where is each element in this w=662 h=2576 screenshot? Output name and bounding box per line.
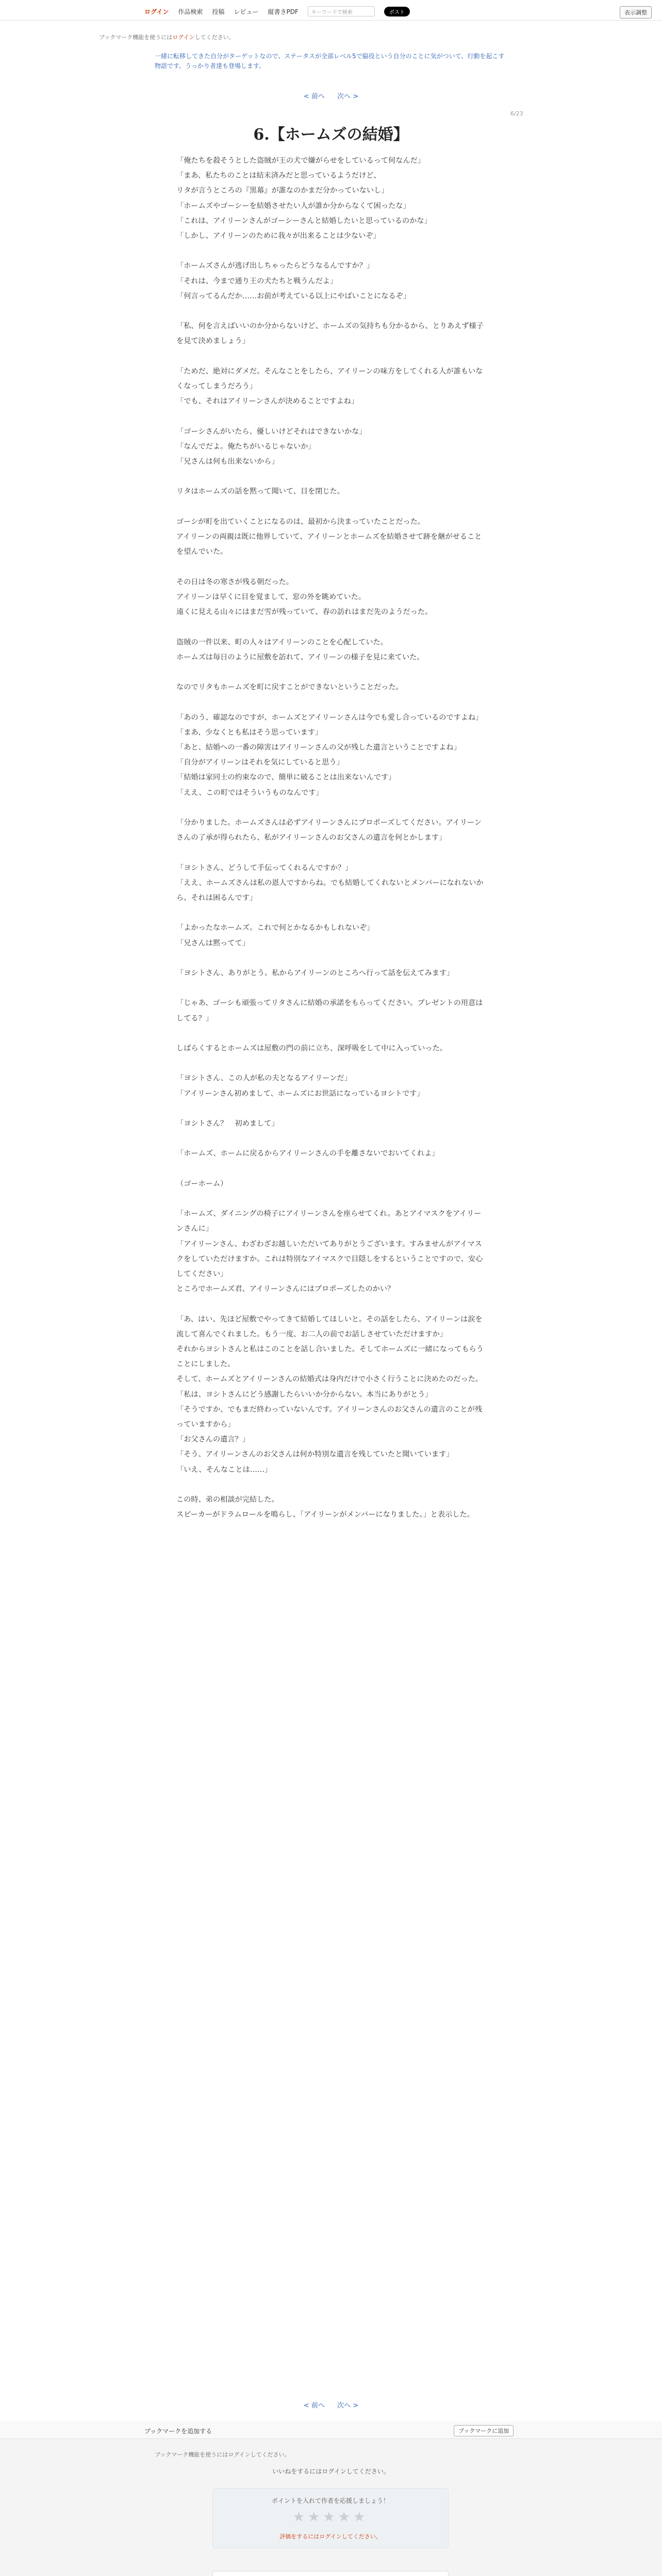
story-line: アイリーンの両親は既に他界していて、アイリーンとホームズを結婚させて跡を継がせることを望んでいた。 bbox=[176, 533, 482, 556]
story-line bbox=[176, 1131, 488, 1146]
story-line: 「ホームズさんが逃げ出しちゃったらどうなるんですか？」 bbox=[176, 262, 374, 270]
x-post-button[interactable]: ポスト bbox=[384, 7, 410, 16]
story-line: 「ヨシトさん？ 初めまして」 bbox=[176, 1120, 279, 1128]
bookmark-bar-label: ブックマークを追加する bbox=[144, 2428, 212, 2435]
story-line: 「まあ、少なくとも私はそう思っています」 bbox=[176, 728, 323, 737]
login-link[interactable]: ログイン bbox=[144, 8, 169, 15]
story-line: 「そうですか、でもまだ終わっていないんです。アイリーンさんのお父さんの遺言のことが残っていますから」 bbox=[176, 1405, 483, 1429]
story-line: 「分かりました。ホームズさんは必ずアイリーンさんにプロポーズしてください。アイリーンさんの了承が得られたら、私がアイリーンさんのお父さんの遺言を何とかします」 bbox=[176, 818, 482, 842]
story-line bbox=[176, 801, 488, 816]
nav-pdf[interactable]: 縦書きPDF bbox=[268, 8, 299, 15]
like-login-note: いいねをするにはログインしてください。 bbox=[272, 2468, 390, 2475]
story-line bbox=[176, 349, 488, 364]
rating-stars[interactable]: ★★★★★ bbox=[292, 2510, 369, 2525]
next-link-bottom[interactable]: 次へ > bbox=[337, 2402, 359, 2410]
story-line bbox=[176, 1192, 488, 1207]
bottom-pager bbox=[0, 2400, 662, 2410]
story-line: 「ヨシトさん、この人が私の夫となるアイリーンだ」 bbox=[176, 1074, 352, 1083]
story-line: 「いえ、そんなことは……」 bbox=[176, 1465, 272, 1474]
story-line: 「よかったなホームズ。これで何とかなるかもしれないぞ」 bbox=[176, 924, 374, 933]
story-line: 「あ、はい、先ほど屋敷でやってきて結婚してほしいと。その話をしたら、アイリーンは涙を流して喜んでくれました。もう一度、お二人の前でお話しさせていただけますか」 bbox=[176, 1315, 483, 1338]
story-line: 「ホームズやゴーシーを結婚させたい人が誰か分からなくて困ったな」 bbox=[176, 201, 410, 210]
chapter-title: 6.【ホームズの結婚】 bbox=[253, 126, 409, 144]
story-line: 盗賊の一件以来、町の人々はアイリーンのことを心配していた。 bbox=[176, 638, 388, 647]
story-line: ゴーシが町を出ていくことになるのは、最初から決まっていたことだった。 bbox=[176, 517, 425, 526]
story-line: 「ホームズ、ダイニングの椅子にアイリーンさんを座らせてくれ。あとアイマスクをアイリーンさんに」 bbox=[176, 1210, 482, 1233]
rating-title: ポイントを入れて作者を応援しましょう！ bbox=[271, 2497, 389, 2504]
prev-link-bottom[interactable]: < 前へ bbox=[303, 2402, 325, 2410]
story-line: 「自分がアイリーンはそれを気にしていると思う」 bbox=[176, 758, 344, 767]
nav-search[interactable]: 作品検索 bbox=[178, 8, 203, 15]
story-line: 「これは、アイリーンさんがゴーシーさんと結婚したいと思っているのかな」 bbox=[176, 216, 432, 225]
story-line: 「何言ってるんだか……お前が考えている以上にやばいことになるぞ」 bbox=[176, 292, 411, 300]
story-line: 「ヨシトさん、どうして手伝ってくれるんですか？」 bbox=[176, 863, 353, 872]
story-line: 「兄さんは何も出来ないから」 bbox=[176, 457, 279, 466]
story-line: 「それは、今まで通り王の犬たちと戦うんだよ」 bbox=[176, 277, 338, 285]
story-line: スピーカーがドラムロールを鳴らし、「アイリーンがメンバーになりました。」と表示した。 bbox=[176, 1511, 474, 1519]
story-line: 「結婚は家同士の約束なので、簡単に破ることは出来ないんです」 bbox=[176, 773, 396, 782]
story-line: なのでリタもホームズを町に戻すことができないということだった。 bbox=[176, 683, 403, 692]
story-line: 「兄さんは黙ってて」 bbox=[176, 939, 250, 947]
story-line: この時、弟の相談が完結した。 bbox=[176, 1496, 279, 1504]
story-line bbox=[176, 951, 488, 966]
story-line: それからヨシトさんと私はこのことを話し合いました。そしてホームズに一緒になってもらうことにしました。 bbox=[176, 1345, 484, 1369]
story-line: 「そう、アイリーンさんのお父さんは何か特別な遺言を残していたと聞いています」 bbox=[176, 1450, 454, 1459]
story-line: 「あと、結婚への一番の障害はアイリーンさんの父が残した遺言ということですよね」 bbox=[176, 743, 461, 752]
story-line: 「あのう、確認なのですが、ホームズとアイリーンさんは今でも愛し合っているのですよね」 bbox=[176, 713, 483, 722]
site-header bbox=[0, 0, 662, 21]
login-link-inline[interactable]: ログイン bbox=[172, 34, 195, 41]
header-nav bbox=[144, 6, 410, 16]
story-line: 「ためだ、絶対にダメだ。そんなことをしたら、アイリーンの味方をしてくれる人が誰もいなくなってしまうだろう」 bbox=[176, 367, 483, 391]
story-line: 「お父さんの遺言？」 bbox=[176, 1435, 250, 1444]
bookmark-login-note bbox=[99, 33, 235, 41]
story-line bbox=[176, 304, 488, 319]
story-line: ホームズは毎日のように屋敷を訪れて、アイリーンの様子を見に来ていた。 bbox=[176, 653, 424, 662]
story-line: 「俺たちを殺そうとした盗賊が王の犬で嫌がらせをしているって何なんだ」 bbox=[176, 157, 425, 165]
episode-number: 6/23 bbox=[510, 110, 523, 117]
story-line: その日は冬の寒さが残る朝だった。 bbox=[176, 578, 294, 586]
story-line: ところでホームズ君、アイリーンさんにはプロポーズしたのかい？ bbox=[176, 1285, 395, 1294]
story-line bbox=[176, 1478, 488, 1493]
story-line bbox=[176, 500, 488, 515]
note-text-end: してください。 bbox=[194, 34, 235, 41]
story-line: 「しかし、アイリーンのために我々が出来ることは少ないぞ」 bbox=[176, 232, 380, 241]
story-line bbox=[176, 1297, 488, 1312]
story-body bbox=[176, 154, 488, 1522]
story-line: 「まあ、私たちのことは結末済みだと思っているようだけど、 bbox=[176, 172, 381, 180]
story-line: 「私、何を言えばいいのか分からないけど、ホームズの気持ちも分かるから、とりあえず様子を見て決めましょう」 bbox=[176, 322, 484, 346]
story-line: 「私は、ヨシトさんにどう感謝したらいいか分からない。本当にありがとう」 bbox=[176, 1390, 433, 1399]
story-line bbox=[176, 244, 488, 259]
story-line bbox=[176, 409, 488, 424]
story-line: 「ヨシトさん、ありがとう。私からアイリーンのところへ行って話を伝えてみます」 bbox=[176, 969, 454, 977]
rating-login-note: 評価をするにはログインしてください。 bbox=[279, 2533, 382, 2540]
add-bookmark-button[interactable]: ブックマークに追加 bbox=[454, 2425, 514, 2436]
story-line: 「アイリーンさん、わざわざお越しいただいてありがとうございます。すみませんがアイマスクをしていただけますか。これは特別なアイマスクで目隠しをするということですので、安心してください」 bbox=[176, 1240, 483, 1279]
story-line: そして、ホームズとアイリーンさんの結婚式は身内だけで小さく行うことに決めたのだった。 bbox=[176, 1375, 483, 1384]
story-line bbox=[176, 620, 488, 635]
note-text: ブックマーク機能を使うには bbox=[99, 34, 173, 41]
rating-box bbox=[212, 2488, 449, 2548]
top-pager bbox=[0, 91, 662, 100]
story-line: 「ゴーシさんがいたら、優しいけどそれはできないかな」 bbox=[176, 427, 367, 436]
story-line bbox=[176, 560, 488, 574]
story-line: アイリーンは早くに目を覚まして、窓の外を眺めていた。 bbox=[176, 592, 366, 601]
story-line bbox=[176, 665, 488, 680]
story-line bbox=[176, 1056, 488, 1071]
next-link[interactable]: 次へ > bbox=[337, 93, 359, 100]
story-line bbox=[176, 695, 488, 710]
review-form bbox=[212, 2571, 449, 2576]
story-line bbox=[176, 469, 488, 484]
story-line bbox=[176, 1101, 488, 1116]
story-line bbox=[176, 1026, 488, 1041]
story-line bbox=[176, 845, 488, 860]
story-line: （ゴーホーム） bbox=[176, 1179, 228, 1188]
story-line: 遠くに見える山々にはまだ雪が残っていて、春の訪れはまだ先のようだった。 bbox=[176, 608, 433, 617]
story-line: 「でも、それはアイリーンさんが決めることですよね」 bbox=[176, 397, 359, 406]
story-line: 「ホームズ、ホームに戻るからアイリーンさんの手を離さないでおいてくれよ」 bbox=[176, 1149, 439, 1158]
bookmark-login-note-2: ブックマーク機能を使うにはログインしてください。 bbox=[155, 2451, 290, 2458]
display-settings-button[interactable]: 表示調整 bbox=[620, 6, 652, 19]
story-line bbox=[176, 981, 488, 996]
story-line: リタが言うところの『黒幕』が誰なのかまだ分かっていないし」 bbox=[176, 187, 389, 195]
nav-post[interactable]: 投稿 bbox=[212, 8, 225, 15]
story-line: しばらくするとホームズは屋敷の門の前に立ち、深呼吸をして中に入っていった。 bbox=[176, 1044, 447, 1053]
story-line: リタはホームズの話を黙って聞いて、目を閉じた。 bbox=[176, 487, 345, 496]
story-line bbox=[176, 1162, 488, 1177]
prev-link[interactable]: < 前へ bbox=[303, 93, 325, 100]
story-line bbox=[176, 906, 488, 921]
story-line: 「じゃあ、ゴーシも頑張ってリタさんに結婚の承諾をもらってください。プレゼントの用意はしてる？」 bbox=[176, 999, 483, 1023]
story-intro: 一緒に転移してきた自分がターゲットなので、ステータスが全部レベル5で脇役という自分のことに気がついて、行動を起こす物語です。うっかり者達も登場します。 bbox=[155, 53, 505, 70]
bookmark-bar bbox=[0, 2421, 662, 2439]
header-search-input[interactable]: キーワードで検索 bbox=[308, 6, 375, 16]
story-line: 「アイリーンさん初めまして、ホームズにお世話になっているヨシトです」 bbox=[176, 1089, 424, 1098]
nav-review[interactable]: レビュー bbox=[234, 8, 259, 15]
story-line: 「ええ、ホームズさんは私の恩人ですからね。でも結婚してくれないとメンバーになれないから、それは困るんです」 bbox=[176, 878, 484, 902]
story-line: 「なんでだよ。俺たちがいるじゃないか」 bbox=[176, 442, 316, 451]
story-line: 「ええ、この町ではそういうものなんです」 bbox=[176, 788, 323, 797]
